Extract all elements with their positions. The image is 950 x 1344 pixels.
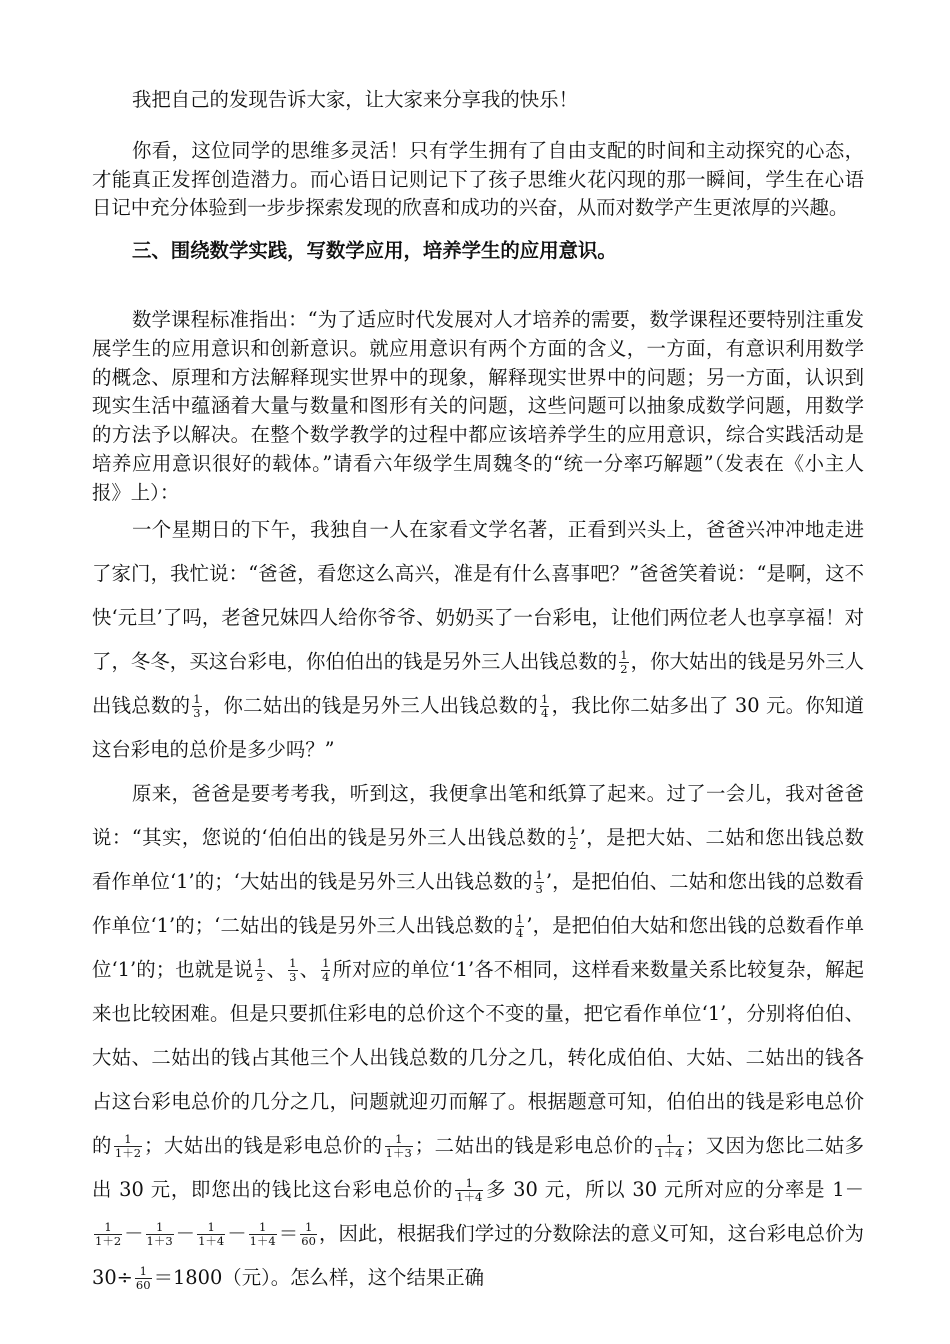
- fraction-one-over-one-plus-four: $\frac{1}{1+4}$: [198, 1220, 225, 1249]
- fraction-one-over-one-plus-two: $\frac{1}{1+2}$: [95, 1220, 122, 1249]
- fraction-one-third: $\frac{1}{3}$: [289, 956, 297, 985]
- paragraph-story: [92, 508, 864, 772]
- solution-text: ；又因为您比二姑多出 30 元，即您出的钱比这台彩电总价的: [92, 1133, 865, 1201]
- fraction-one-third: $\frac{1}{3}$: [535, 868, 543, 897]
- fraction-one-sixtieth: $\frac{1}{60}$: [135, 1264, 151, 1293]
- fraction-one-over-one-plus-four: $\frac{1}{1+4}$: [249, 1220, 276, 1249]
- fraction-one-sixtieth: $\frac{1}{60}$: [301, 1220, 316, 1249]
- section-heading: 三、围绕数学实践，写数学应用，培养学生的应用意识。: [132, 239, 617, 263]
- solution-text: 、: [299, 957, 320, 981]
- solution-text: ，因此，根据我们学过的分数除法的意义可知，这台彩电总价为 30÷: [92, 1221, 865, 1289]
- fraction-one-quarter: $\frac{1}{4}$: [515, 912, 524, 941]
- story-text: ，我比你二姑多出了 30 元。你知道这台彩电的总价是多少吗？”: [92, 693, 865, 761]
- solution-text: 多 30 元，所以 30 元所对应的分率是 1－: [485, 1177, 864, 1201]
- fraction-one-over-one-plus-three: $\frac{1}{1+3}$: [146, 1220, 173, 1249]
- equals-sign: ＝: [278, 1221, 299, 1245]
- solution-text: ；二姑出的钱是彩电总价的: [414, 1133, 654, 1157]
- minus-sign: －: [175, 1221, 196, 1245]
- minus-sign: －: [227, 1221, 247, 1245]
- fraction-one-over-one-plus-four: $\frac{1}{1+4}$: [456, 1176, 483, 1205]
- fraction-one-over-one-plus-two: $\frac{1}{1+2}$: [114, 1132, 142, 1161]
- fraction-one-third: $\frac{1}{3}$: [193, 692, 201, 721]
- paragraph-share-joy: 我把自己的发现告诉大家，让大家来分享我的快乐！: [132, 88, 578, 111]
- fraction-one-half: $\frac{1}{2}$: [569, 824, 577, 853]
- solution-text: ＝1800（元）。怎么样，这个结果正确: [153, 1265, 485, 1289]
- solution-text: 、: [266, 957, 287, 981]
- minus-sign: －: [124, 1221, 144, 1245]
- document-page: [92, 86, 864, 1300]
- fraction-one-half: $\frac{1}{2}$: [620, 648, 628, 677]
- paragraph-solution: [92, 772, 864, 1300]
- fraction-one-over-one-plus-four: $\frac{1}{1+4}$: [656, 1132, 683, 1161]
- story-text: ，你大姑出的钱是另外三人出钱总数的: [92, 649, 864, 717]
- solution-text: ’，是把伯伯、二姑和您出钱的总数看作单位‘1’的；‘二姑出的钱是另外三人出钱总数的: [92, 869, 865, 937]
- paragraph-flexible-thinking: 你看，这位同学的思维多灵活！只有学生拥有了自由支配的时间和主动探究的心态，才能真正发挥创造潜力。而心语日记则记下了孩子思维火花闪现的那一瞬间，学生在心语日记中充分体验到一步步探索发现的欣喜和成功的兴奋，从而对数学产生更浓厚的兴趣。: [92, 138, 864, 220]
- story-text: 一个星期日的下午，我独自一人在家看文学名著，正看到兴头上，爸爸兴冲冲地走进了家门，我忙说：“爸爸，看您这么高兴，准是有什么喜事吧？”爸爸笑着说：“是啊，这不快‘元旦’了吗，老爸兄妹四人给你爷爷、奶奶买了一台彩电，让他们两位老人也享享福！对了，冬冬，买这台彩电，你伯伯出的钱是另外三人出钱总数的: [92, 517, 864, 673]
- solution-text: 所对应的单位‘1’各不相同，这样看来数量关系比较复杂，解起来也比较困难。但是只要抓住彩电的总价这个不变的量，把它看作单位‘1’，分别将伯伯、大姑、二姑出的钱占其他三个人出钱总数的几分之几，转化成伯伯、大姑、二姑出的钱各占这台彩电总价的几分之几，问题就迎刃而解了。根据题意可知，伯伯出的钱是彩电总价的: [92, 957, 865, 1157]
- solution-text: 原来，爸爸是要考考我，听到这，我便拿出笔和纸算了起来。过了一会儿，我对爸爸说：“其实，您说的‘伯伯出的钱是另外三人出钱总数的: [92, 781, 864, 849]
- solution-text: ’，是把大姑、二姑和您出钱总数看作单位‘1’的；‘大姑出的钱是另外三人出钱总数的: [92, 825, 865, 893]
- solution-text: ’，是把伯伯大姑和您出钱的总数看作单位‘1’的；也就是说: [92, 913, 865, 981]
- paragraph-curriculum-standard: 数学课程标准指出：“为了适应时代发展对人才培养的需要，数学课程还要特别注重发展学生的应用意识和创新意识。就应用意识有两个方面的含义，一方面，有意识利用数学的概念、原理和方法解释现实世界中的现象，解释现实世界中的问题；另一方面，认识到现实生活中蕴涵着大量与数量和图形有关的问题，这些问题可以抽象成数学问题，用数学的方法予以解决。在整个数学教学的过程中都应该培养学生的应用意识，综合实践活动是培养应用意识很好的载体。”请看六年级学生周魏冬的“统一分率巧解题”（发表在《小主人报》上）：: [92, 307, 864, 504]
- fraction-one-half: $\frac{1}{2}$: [256, 956, 264, 985]
- fraction-one-quarter: $\frac{1}{4}$: [541, 692, 549, 721]
- fraction-one-over-one-plus-three: $\frac{1}{1+3}$: [385, 1132, 412, 1161]
- solution-text: ；大姑出的钱是彩电总价的: [144, 1133, 383, 1157]
- fraction-one-quarter: $\frac{1}{4}$: [322, 956, 330, 985]
- story-text: ，你二姑出的钱是另外三人出钱总数的: [203, 693, 538, 717]
- spacer: [92, 115, 864, 137]
